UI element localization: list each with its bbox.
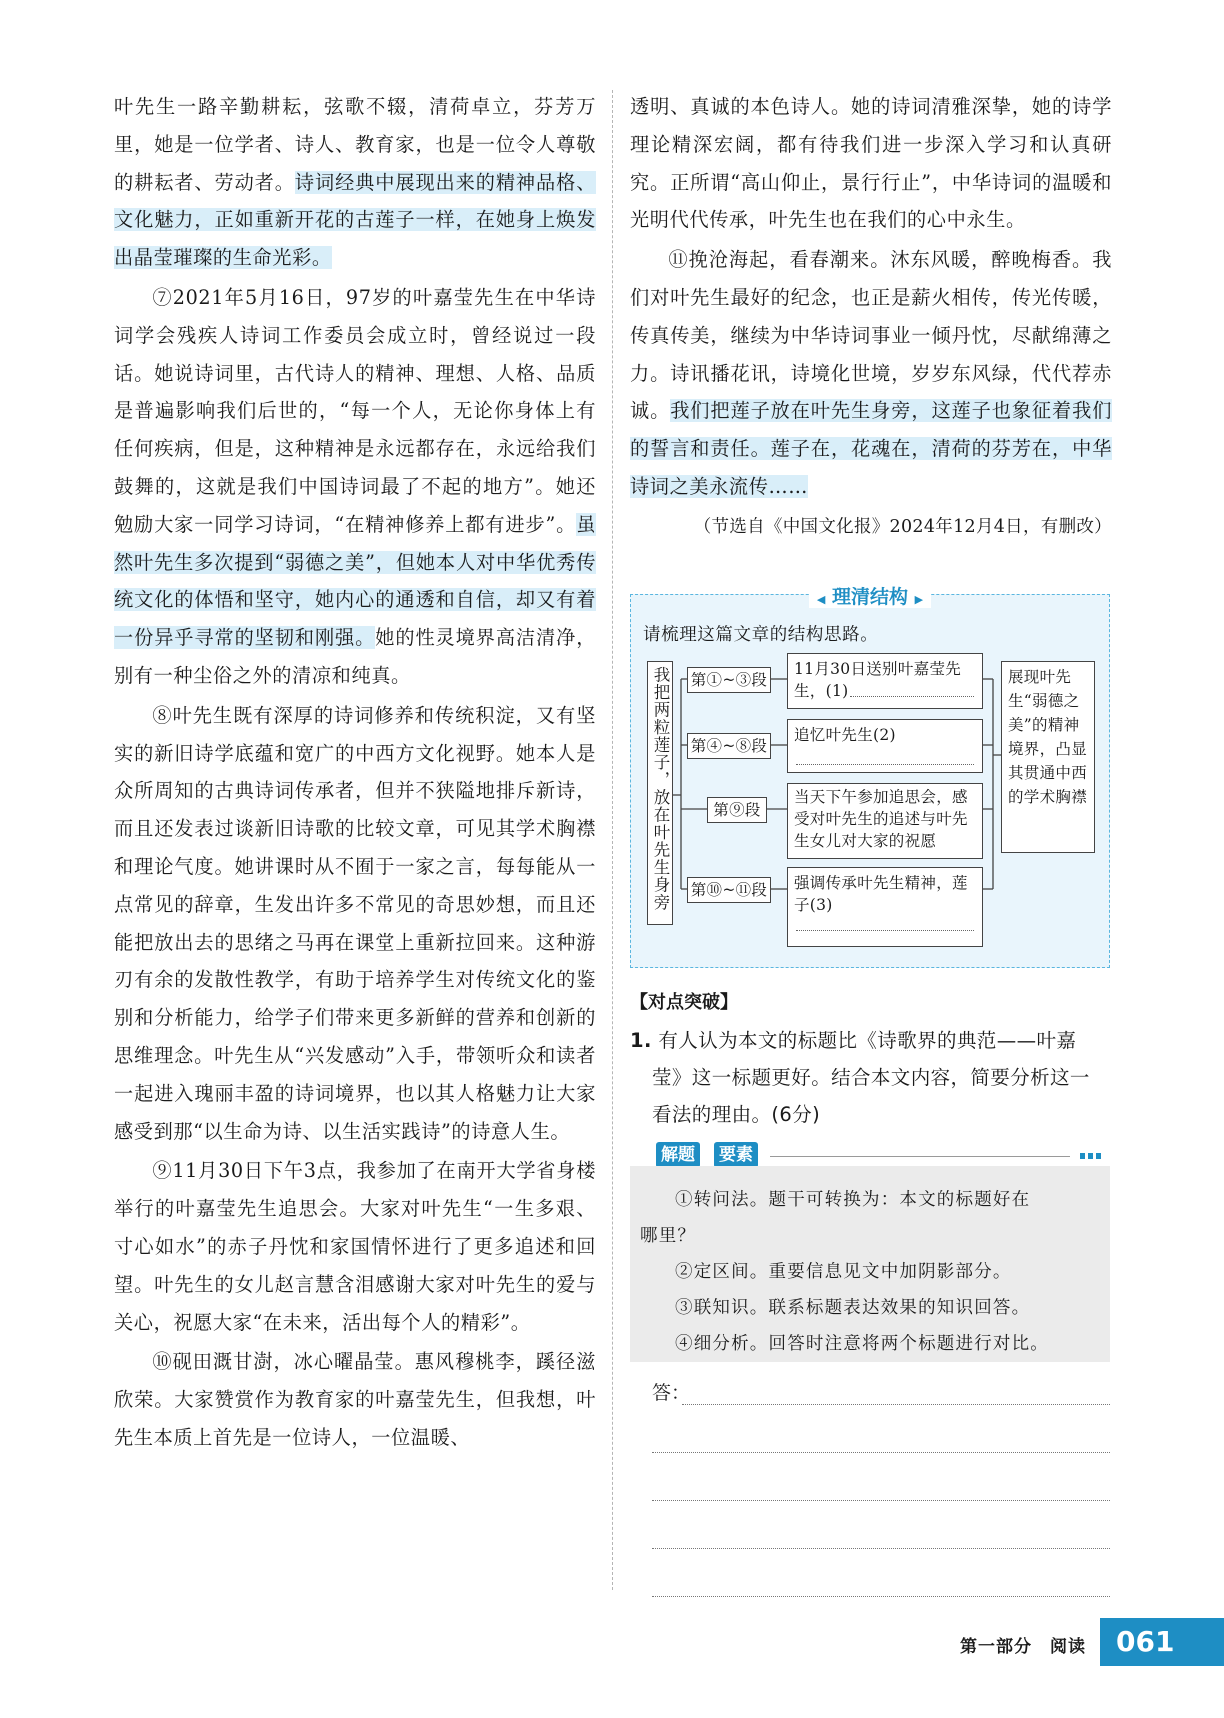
structure-prompt: 请梳理这篇文章的结构思路。 [643,625,879,645]
column-divider [612,90,613,1590]
paragraph-8: ⑧叶先生既有深厚的诗词修养和传统积淀，又有坚实的新旧诗学底蕴和宽广的中西方文化视野。她本人是众所周知的古典诗词传承者，但并不狭隘地排斥新诗，而且还发表过谈新旧诗歌的比较文章，可见其学术胸襟和理论气度。她讲课时从不囿于一家之言，每每能从一点常见的辞章，生发出许多不常见的奇思妙想，而且还能把放出去的思绪之马再在课堂上重新拉回来。这种游刃有余的发散性教学，有助于培养学生对传统文化的鉴别和分析能力，给学子们带来更多新鲜的营养和创新的思维理念。叶先生从“兴发感动”入手，带领听众和读者一起进入瑰丽丰盈的诗词境界，也以其人格魅力让大家感受到那“以生命为诗、以生活实践诗”的诗意人生。 [114,703,596,1143]
question-number: 1. [630,1029,652,1052]
paragraph-9: ⑨11月30日下午3点，我参加了在南开大学省身楼举行的叶嘉莹先生追思会。大家对叶先生“一生多艰、寸心如水”的赤子丹忱和家国情怀进行了更多追述和回望。叶先生的女儿赵言慧含泪感谢大家对叶先生的爱与关心，祝愿大家“在未来，活出每个人的精彩”。 [114,1159,596,1334]
triangle-right-icon: ▶ [914,593,924,606]
summary-box: 展现叶先生“弱德之美”的精神境界，凸显其贯通中西的学术胸襟 [1001,661,1095,853]
answer-line[interactable] [652,1548,1110,1549]
paragraph-6-end: 叶先生一路辛勤耕耘，弦歌不辍，清荷卓立，芬芳万里，她是一位学者、诗人、教育家，也是一位令人尊敬的耕耘者、劳动者。诗词经典中展现出来的精神品格、文化魅力，正如重新开花的古莲子一样，在她身上焕发出晶莹璀璨的生命光彩。 [114,95,597,270]
section-label: 第①~③段 [687,667,771,693]
answer-label: 答： [652,1382,691,1404]
highlighted-text: 虽然叶先生多次提到“弱德之美”，但她本人对中华优秀传统文化的体悟和坚守，她内心的通透和自信，却又有着一份异乎寻常的坚韧和刚强。 [114,512,596,650]
section-heading: 【对点突破】 [630,992,738,1013]
question-1: 1. 有人认为本文的标题比《诗歌界的典范——叶嘉 莹》这一标题更好。结合本文内容，简要分析这一 看法的理由。(6分) [630,1029,1090,1126]
tips-box: ①转问法。题干可转换为：本文的标题好在 哪里？ ②定区间。重要信息见文中加阴影部分。 ③联知识。联系标题表达效果的知识回答。 ④细分析。回答时注意将两个标题进行对比。 [630,1166,1110,1362]
tips-header [630,1142,1110,1166]
structure-box [630,586,1110,968]
answer-line[interactable] [652,1596,1110,1597]
paragraph-11: ⑪挽沧海起，看春潮来。沐东风暖，醉晚梅香。我们对叶先生最好的纪念，也正是薪火相传，传光传暖，传真传美，继续为中华诗词事业一倾丹忱，尽献绵薄之力。诗讯播花讯，诗境化世境，岁岁东风绿，代代荐赤诚。我们把莲子放在叶先生身旁，这莲子也象征着我们的誓言和责任。莲子在，花魂在，清荷的芬芳在，中华诗词之美永流传…… [630,248,1113,498]
answer-line[interactable] [652,1500,1110,1501]
highlighted-text: 我们把莲子放在叶先生身旁，这莲子也象征着我们的誓言和责任。莲子在，花魂在，清荷的芬芳在，中华诗词之美永流传…… [630,399,1113,498]
fill-blank-line [850,696,974,697]
left-column [114,88,596,1457]
paragraph-7: ⑦2021年5月16日，97岁的叶嘉莹先生在中华诗词学会残疾人诗词工作委员会成立时，曾经说过一段话。她说诗词里，古代诗人的精神、理想、人格、品质是普遍影响我们后世的，“每一个人，无论你身体上有任何疾病，但是，这种精神是永远都存在，永远给我们鼓舞的，这就是我们中国诗词最了不起的地方”。她还勉励大家一同学习诗词，“在精神修养上都有进步”。虽然叶先生多次提到“弱德之美”，但她本人对中华优秀传统文化的体悟和坚守，她内心的通透和自信，却又有着一份异乎寻常的坚韧和刚强。她的性灵境界高洁清净，别有一种尘俗之外的清凉和纯真。 [114,285,596,687]
section-label: 第⑩~⑪段 [687,877,771,903]
root-box: 我把两粒莲子，放在叶先生身旁 [647,661,673,925]
content-box-1: 11月30日送别叶嘉莹先生，(1) [787,653,983,709]
structure-title: ◀ 理清结构 ▶ [631,582,1109,609]
triangle-left-icon: ◀ [816,593,826,606]
answer-line[interactable] [652,1452,1110,1453]
paragraph-10: ⑩砚田溉甘澍，冰心曜晶莹。惠风穆桃李，蹊径滋欣荣。大家赞赏作为教育家的叶嘉莹先生，但我想，叶先生本质上首先是一位诗人，一位温暖、 [114,1350,596,1449]
tips-rule [770,1156,1070,1157]
content-box-4: 强调传承叶先生精神，莲子(3) [787,867,983,947]
section-label: 第⑨段 [707,797,767,823]
content-box-2: 追忆叶先生(2) [787,719,983,773]
tips-tag: 解题 [656,1142,700,1168]
highlighted-text: 诗词经典中展现出来的精神品格、文化魅力，正如重新开花的古莲子一样，在她身上焕发出晶莹璀璨的生命光彩。 [114,170,597,270]
fill-blank-line [796,930,974,931]
section-label: 第④~⑧段 [687,733,771,759]
footer-section: 第一部分 阅读 [960,1637,1086,1657]
content-box-3: 当天下午参加追思会，感受对叶先生的追述与叶先生女儿对大家的祝愿 [787,783,983,859]
right-column [630,88,1112,544]
fill-blank-line [796,764,974,765]
paragraph-10-cont: 透明、真诚的本色诗人。她的诗词清雅深挚，她的诗学理论精深宏阔，都有待我们进一步深入学习和认真研究。正所谓“高山仰止，景行行止”，中华诗词的温暖和光明代代传承，叶先生也在我们的心中永生。 [630,95,1112,232]
tips-tag: 要素 [714,1142,758,1168]
page-number: 061 [1100,1618,1224,1666]
source-note: （节选自《中国文化报》2024年12月4日，有删改） [693,516,1112,537]
dots-decoration-icon [1080,1153,1104,1159]
answer-line[interactable] [682,1404,1110,1405]
